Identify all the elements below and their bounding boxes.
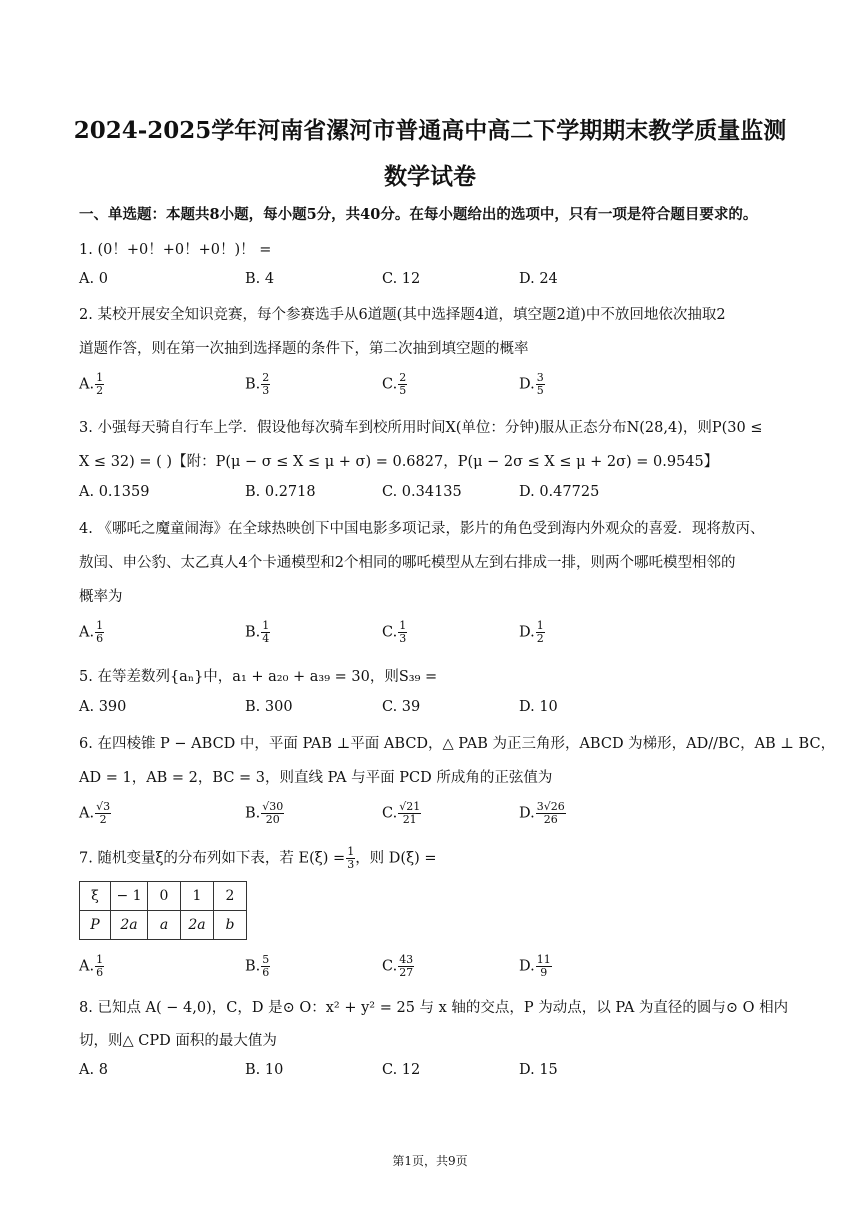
q1-option-a: A. 0	[79, 271, 108, 287]
q5-option-d: D. 10	[519, 699, 558, 715]
q7-option-c: C. $\frac{43}{27}$	[382, 953, 414, 979]
table-cell: b	[214, 911, 247, 940]
q1-option-b: B. 4	[245, 271, 275, 287]
q1-stem: 1. (0！+0！+0！+0！)！ =	[79, 242, 272, 258]
q4-option-b: B. $\frac{1}{4}$	[245, 619, 270, 645]
table-cell: 2	[214, 882, 247, 911]
q4-stem-line2: 敖闰、申公豹、太乙真人4个卡通模型和2个相同的哪吒模型从左到右排成一排，则两个哪吒模型相邻的	[79, 555, 736, 571]
q8-option-d: D. 15	[519, 1062, 558, 1078]
exam-title-line2: 数学试卷	[384, 163, 476, 190]
table-cell: 2a	[181, 911, 214, 940]
q4-option-d: D. $\frac{1}{2}$	[519, 619, 544, 645]
page-footer: 第1页，共9页	[392, 1154, 468, 1168]
table-row	[80, 911, 247, 940]
q8-option-c: C. 12	[382, 1062, 421, 1078]
q4-option-a: A. $\frac{1}{6}$	[79, 619, 104, 645]
q6-stem-line2: AD = 1，AB = 2，BC = 3，则直线 PA 与平面 PCD 所成角的正弦值为	[79, 770, 553, 786]
q7-option-a: A. $\frac{1}{6}$	[79, 953, 104, 979]
q6-option-c: C. $\frac{√21}{21}$	[382, 800, 421, 826]
q8-option-b: B. 10	[245, 1062, 284, 1078]
q8-option-a: A. 8	[79, 1062, 108, 1078]
table-cell: 1	[181, 882, 214, 911]
q8-stem-line1: 8. 已知点 A( − 4,0)，C，D 是⊙ O：x² + y² = 25 与 x 轴的交点，P 为动点，以 PA 为直径的圆与⊙ O 相内	[79, 1000, 789, 1016]
q4-stem-line1: 4. 《哪吒之魔童闹海》在全球热映创下中国电影多项记录，影片的角色受到海内外观众的喜爱．现将敖丙、	[79, 521, 765, 537]
q2-option-b: B. $\frac{2}{3}$	[245, 371, 270, 397]
q6-option-a: A. $\frac{√3}{2}$	[79, 800, 111, 826]
q3-option-a: A. 0.1359	[79, 484, 150, 500]
table-cell: 0	[148, 882, 181, 911]
q2-stem-line1: 2. 某校开展安全知识竞赛，每个参赛选手从6道题(其中选择题4道，填空题2道)中不放回地依次抽取2	[79, 307, 726, 323]
q2-stem-line2: 道题作答，则在第一次抽到选择题的条件下，第二次抽到填空题的概率	[79, 341, 529, 357]
q5-option-c: C. 39	[382, 699, 421, 715]
q3-stem-line1: 3. 小强每天骑自行车上学．假设他每次骑车到校所用时间X(单位：分钟)服从正态分布N(28,4)，则P(30 ≤	[79, 420, 763, 436]
section-heading: 一、单选题：本题共8小题，每小题5分，共40分。在每小题给出的选项中，只有一项是符合题目要求的。	[79, 206, 758, 223]
q3-option-d: D. 0.47725	[519, 484, 600, 500]
q7-stem: 7. 随机变量ξ的分布列如下表，若 E(ξ) = $\frac{1}{3}$ ，则 D(ξ) =	[79, 845, 437, 871]
q6-option-b: B. $\frac{√30}{20}$	[245, 800, 284, 826]
q1-option-c: C. 12	[382, 271, 421, 287]
q6-option-d: D. $\frac{3√26}{26}$	[519, 800, 565, 826]
table-cell: a	[148, 911, 181, 940]
q3-stem-line2: X ≤ 32) = ( )【附：P(μ − σ ≤ X ≤ μ + σ) = 0.6827，P(μ − 2σ ≤ X ≤ μ + 2σ) = 0.9545】	[79, 454, 719, 470]
table-cell: − 1	[111, 882, 148, 911]
q7-option-d: D. $\frac{11}{9}$	[519, 953, 551, 979]
q4-option-c: C. $\frac{1}{3}$	[382, 619, 407, 645]
distribution-table	[79, 881, 247, 940]
q2-option-d: D. $\frac{3}{5}$	[519, 371, 544, 397]
q2-option-a: A. $\frac{1}{2}$	[79, 371, 104, 397]
q5-stem: 5. 在等差数列{aₙ}中，a₁ + a₂₀ + a₃₉ = 30，则S₃₉ =	[79, 669, 438, 685]
table-cell: P	[80, 911, 111, 940]
q2-option-c: C. $\frac{2}{5}$	[382, 371, 407, 397]
table-cell: 2a	[111, 911, 148, 940]
q8-stem-line2: 切，则△ CPD 面积的最大值为	[79, 1033, 277, 1049]
q3-option-c: C. 0.34135	[382, 484, 462, 500]
q6-stem-line1: 6. 在四棱锥 P − ABCD 中，平面 PAB ⊥平面 ABCD，△ PAB 为正三角形，ABCD 为梯形，AD//BC，AB ⊥ BC，	[79, 736, 836, 752]
q7-option-b: B. $\frac{5}{6}$	[245, 953, 270, 979]
q5-option-a: A. 390	[79, 699, 127, 715]
q1-option-d: D. 24	[519, 271, 558, 287]
q4-stem-line3: 概率为	[79, 589, 123, 605]
q5-option-b: B. 300	[245, 699, 293, 715]
table-cell: ξ	[80, 882, 111, 911]
q3-option-b: B. 0.2718	[245, 484, 316, 500]
exam-title-line1: 2024-2025学年河南省漯河市普通高中高二下学期期末教学质量监测	[73, 117, 787, 144]
table-row	[80, 882, 247, 911]
